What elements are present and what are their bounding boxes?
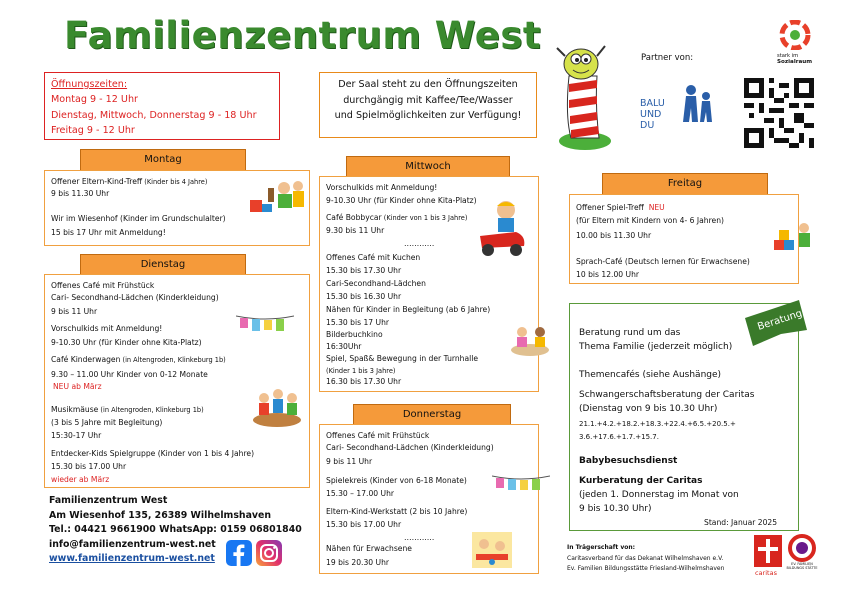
freitag-item-line: (für Eltern mit Kindern von 4- 6 Jahren) [576, 216, 724, 225]
tab-mittwoch: Mittwoch [346, 156, 510, 178]
separator-dots: ………… [404, 239, 435, 248]
mittwoch-item-title: Vorschulkids mit Anmeldung! [326, 183, 438, 192]
hall-note-box [319, 72, 537, 138]
toy-blocks-illustration [772, 218, 816, 254]
donnerstag-item-time: 9 bis 11 Uhr [326, 457, 373, 466]
clothesline-illustration [236, 312, 294, 334]
dienstag-item-title: Musikmäuse [51, 405, 99, 414]
mittwoch-item-title: Nähen für Kinder in Begleitung (ab 6 Jahre) [326, 305, 491, 314]
dienstag-item-new: NEU ab März [53, 382, 102, 391]
opening-hours-line: Montag 9 - 12 Uhr [51, 94, 138, 106]
beratung-line: 9 bis 10.30 Uhr) [579, 504, 652, 514]
dienstag-item-title: Offenes Café mit Frühstück [51, 281, 155, 290]
donnerstag-item-title: Nähen für Erwachsene [326, 544, 412, 553]
donnerstag-item-title: Spielekreis (Kinder von 6-18 Monate) [326, 476, 467, 485]
music-children-illustration [252, 384, 302, 428]
donnerstag-item-time: 15.30 bis 17.00 Uhr [326, 520, 402, 529]
qr-code[interactable] [744, 78, 814, 148]
dienstag-item-time: 9.30 – 11.00 Uhr Kinder von 0-12 Monate [51, 370, 208, 379]
opening-hours-heading: Öffnungszeiten: [51, 79, 128, 90]
opening-hours-box [44, 72, 280, 140]
beratung-line: Schwangerschaftsberatung der Caritas [579, 390, 755, 400]
dienstag-item-note: (in Altengroden, Klinkeburg 1b) [98, 406, 204, 414]
opening-hours-line: Dienstag, Mittwoch, Donnerstag 9 - 18 Uhr [51, 109, 257, 121]
bobbycar-illustration [476, 198, 528, 260]
beratung-line: (Dienstag von 9 bis 10.30 Uhr) [579, 404, 718, 414]
facebook-icon[interactable] [226, 540, 252, 566]
mittwoch-item-title: Offenes Café mit Kuchen [326, 253, 421, 262]
dienstag-item-title: Entdecker-Kids Spielgruppe (Kinder von 1 bis 4 Jahre) [51, 449, 255, 458]
montag-item-time: 15 bis 17 Uhr mit Anmeldung! [51, 228, 166, 237]
beratung-flag-label: Beratung [756, 308, 804, 333]
dienstag-item-note: (in Altengroden, Klinkeburg 1b) [120, 356, 226, 364]
beratung-dates: 3.6.+17.6.+1.7.+15.7. [579, 433, 659, 441]
beratung-line: Themencafés (siehe Aushänge) [579, 370, 722, 380]
opening-hours-line: Freitag 9 - 12 Uhr [51, 125, 135, 137]
freitag-item-time: 10.00 bis 11.30 Uhr [576, 231, 652, 240]
mittwoch-item-time: 15.30 bis 17.30 Uhr [326, 266, 402, 275]
montag-item-note: (Kinder bis 4 Jahre) [142, 178, 208, 186]
mittwoch-item-title: Cari-Secondhand-Lädchen [326, 279, 426, 288]
note-line: durchgängig mit Kaffee/Tee/Wasser [343, 94, 513, 106]
mittwoch-item-time: 15.30 bis 16.30 Uhr [326, 292, 402, 301]
stark-im-sozialraum-logo: stark im Sozialraum [775, 20, 815, 68]
contact-address: Am Wiesenhof 135, 26389 Wilhelmshaven [49, 509, 272, 521]
traeger-line: Ev. Familien Bildungsstätte Friesland-Wilhelmshaven [567, 565, 725, 572]
dienstag-item-line: Cari- Secondhand-Lädchen (Kinderkleidung) [51, 293, 219, 302]
contact-email[interactable]: info@familienzentrum-west.net [49, 538, 216, 550]
tab-montag: Montag [80, 149, 246, 171]
dienstag-box [44, 274, 310, 488]
dienstag-item-line: (3 bis 5 Jahre mit Begleitung) [51, 418, 163, 427]
beratung-line: Kurberatung der Caritas [579, 476, 703, 486]
freitag-item-title: Offener Spiel-Treff [576, 203, 644, 212]
beratung-line: Beratung rund um das [579, 328, 681, 338]
clothesline-illustration [492, 472, 550, 492]
caritas-logo: caritas [753, 534, 783, 578]
beratung-line: Thema Familie (jederzeit möglich) [579, 342, 733, 352]
mittwoch-item-title: Spiel, Spaß& Bewegung in der Turnhalle [326, 354, 479, 363]
freitag-item-time: 10 bis 12.00 Uhr [576, 270, 640, 279]
balu-und-du-logo: BALU UND DU [638, 84, 718, 126]
separator-dots: ………… [404, 533, 435, 542]
montag-item-title: Offener Eltern-Kind-Treff [51, 177, 143, 186]
donnerstag-item-time: 19 bis 20.30 Uhr [326, 558, 390, 567]
dienstag-item-time: 9-10.30 Uhr (für Kinder ohne Kita-Platz) [51, 338, 202, 347]
dienstag-item-time: 9 bis 11 Uhr [51, 307, 98, 316]
painting-children-illustration [510, 320, 552, 358]
dienstag-item-title: Vorschulkids mit Anmeldung! [51, 324, 163, 333]
mittwoch-item-time: 15.30 bis 17 Uhr [326, 318, 390, 327]
mittwoch-item-title: Café Bobbycar [326, 213, 382, 222]
dienstag-item-new: wieder ab März [51, 475, 110, 484]
freitag-item-new: NEU [648, 203, 665, 212]
donnerstag-item-title: Eltern-Kind-Werkstatt (2 bis 10 Jahre) [326, 507, 468, 516]
note-line: Der Saal steht zu den Öffnungszeiten [338, 79, 518, 90]
mittwoch-item-time: 9.30 bis 11 Uhr [326, 226, 385, 235]
freitag-box [569, 194, 799, 284]
traeger-line: Caritasverband für das Dekanat Wilhelmshaven e.V. [567, 555, 724, 562]
mittwoch-item-time: 16:30Uhr [326, 342, 362, 351]
page-title: Familienzentrum West [64, 14, 542, 57]
mittwoch-item-time: 9-10.30 Uhr (für Kinder ohne Kita-Platz) [326, 196, 477, 205]
mittwoch-item-note: (Kinder von 1 bis 3 Jahre) [381, 214, 468, 222]
playing-children-illustration [248, 174, 306, 216]
note-line: und Spielmöglichkeiten zur Verfügung! [334, 110, 522, 121]
traeger-heading: In Trägerschaft von: [567, 544, 636, 551]
partner-label: Partner von: [641, 53, 694, 63]
beratung-flag [741, 298, 809, 348]
dienstag-item-time: 15:30-17 Uhr [51, 431, 102, 440]
mittwoch-item-title: Bilderbuchkino [326, 330, 383, 339]
tab-donnerstag: Donnerstag [353, 404, 511, 426]
donnerstag-item-time: 15.30 – 17.00 Uhr [326, 489, 395, 498]
website-link[interactable]: www.familienzentrum-west.net [49, 553, 215, 565]
beratung-line: Babybesuchsdienst [579, 456, 678, 466]
tab-freitag: Freitag [602, 173, 768, 195]
montag-item-title: Wir im Wiesenhof (Kinder im Grundschulalter) [51, 214, 226, 223]
montag-item-time: 9 bis 11.30 Uhr [51, 189, 110, 198]
dienstag-item-time: 15.30 bis 17.00 Uhr [51, 462, 127, 471]
beratung-line: (jeden 1. Donnerstag im Monat von [579, 490, 739, 500]
freitag-item-title: Sprach-Café (Deutsch lernen für Erwachsene) [576, 257, 750, 266]
stand-date: Stand: Januar 2025 [704, 518, 778, 527]
donnerstag-item-title: Offenes Café mit Frühstück [326, 431, 430, 440]
dienstag-item-title: Café Kinderwagen [51, 355, 121, 364]
fbs-logo: EV. FAMILIEN BILDUNGS STÄTTE [786, 534, 818, 578]
crafting-illustration [470, 530, 514, 570]
mascot-illustration [555, 26, 613, 150]
donnerstag-item-line: Cari- Secondhand-Lädchen (Kinderkleidung) [326, 443, 494, 452]
mittwoch-item-note: (Kinder 1 bis 3 Jahre) [326, 367, 396, 375]
tab-dienstag: Dienstag [80, 254, 246, 276]
beratung-dates: 21.1.+4.2.+18.2.+18.3.+22.4.+6.5.+20.5.+ [579, 420, 736, 428]
contact-phone[interactable]: Tel.: 04421 9661900 WhatsApp: 0159 06801840 [49, 524, 302, 536]
contact-name: Familienzentrum West [49, 495, 168, 506]
mittwoch-item-time: 16.30 bis 17.30 Uhr [326, 377, 402, 386]
instagram-icon[interactable] [256, 540, 282, 566]
